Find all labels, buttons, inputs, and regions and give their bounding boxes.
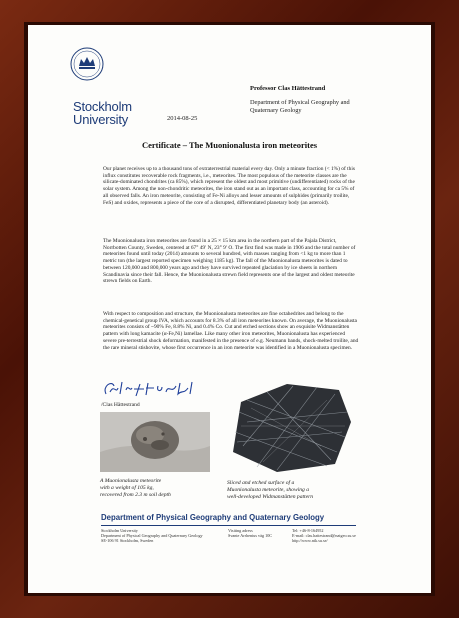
- footer-postal-address: [101, 528, 221, 544]
- footer-email: E-mail: clas.hattestrand@natgeo.su.se: [292, 533, 356, 539]
- university-crown-logo-icon: [67, 44, 107, 84]
- body-paragraph-3: With respect to composition and structure, the Muonionalusta meteorites are fine octahedrites and belong to the chemical-genetical group IVA, which accounts for 8.3% of all iron meteorites known. On average, the Muonionalusta meteorites consists of ~90% Fe, 8.8% Ni, and 0.4% Co. Cut and etched sections show an exquisite Widmanstätten pattern with long kamacite (α-Fe,Ni) lamellae. Like many other iron meteorites, Muonionalusta has experienced severe pre-terrestrial shock deformation, manifested in the presence of e.g. Neumann bands, shock-melted troilite, and the rare mineral stishovite, whose first occurrence in an iron meteorite was identified in a Muonionalusta specimen.: [103, 311, 359, 351]
- footer-line: Stockholm University: [101, 528, 138, 533]
- footer-website: http://www.nik.su.se/: [292, 538, 328, 544]
- caption-line: Sliced and etched surface of a: [227, 480, 295, 486]
- university-name: [73, 100, 193, 126]
- department-line: Quaternary Geology: [250, 107, 302, 114]
- footer-line: Department of Physical Geography and Quaternary Geology: [101, 533, 203, 539]
- university-name-line1: Stockholm: [73, 99, 132, 114]
- etched-meteorite-photo: [227, 382, 355, 475]
- certificate-title: Certificate – The Muonionalusta iron meteorites: [141, 140, 318, 150]
- professor-name: Professor Clas Hättestrand: [250, 85, 326, 92]
- body-paragraph-1: Our planet receives up to a thousand tons of extraterrestrial material every day. Only a minute fraction (< 1%) of this influx constitutes recoverable rock fragments, i.e., meteorites. The most populous of the meteorite classes are the silicate-dominated chondrites (ca 85%), which represent the oldest and most primitive (undifferentiated) rocks of the solar system. Among the non-chondritic meteorites, the iron stand out as an important class, accounting for ca 5% of all observed falls. An iron meteorite, consisting of Fe-Ni alloys and lesser amounts of sulphides (primarily troilite, FeS) and oxides, represents a piece of the core of a disrupted, differentiated planetary body (an asteroid).: [103, 166, 355, 206]
- caption-line: with a weight of 105 kg,: [100, 484, 154, 491]
- department-address: [250, 99, 370, 115]
- footer-contact: [292, 528, 362, 544]
- footer-visiting-address: [228, 528, 288, 538]
- footer-phone: Tel: +46-8-164952: [292, 528, 324, 533]
- caption-line: recovered from 2.3 m soil depth: [100, 491, 171, 498]
- handwritten-signature: [100, 378, 210, 400]
- meteorite-photo: [100, 412, 210, 472]
- right-photo-caption: [227, 480, 357, 500]
- department-line: Department of Physical Geography and: [250, 99, 350, 106]
- footer-line: Visiting adress: [228, 528, 253, 533]
- footer-line: Svante Arrhenius väg 10C: [228, 533, 273, 539]
- caption-line: well-developed Widmanstätten pattern: [227, 493, 314, 500]
- footer-divider: [101, 525, 356, 526]
- footer-line: SE-106 91 Stockholm, Sweden: [101, 538, 154, 544]
- caption-line: Muonionalusta meteorite, showing a: [227, 486, 310, 493]
- caption-line: A Muonionalusta meteorite: [100, 478, 162, 484]
- university-name-line2: University: [73, 112, 129, 127]
- signature-name: /Clas Hättestrand: [101, 402, 140, 408]
- left-photo-caption: [100, 478, 210, 498]
- body-paragraph-2: The Muonionalusta iron meteorites are found in a 25 × 15 km area in the northern part of the Pajala District, Norrbotten County, Sweden, centered at 67° 49′ N, 23° 9′ O. The first find was made in 1906 and the total number of meteorites found until today (2014) amounts to several hundred, with masses ranging from <1 kg to more than 1 metric ton (the largest reported specimen weighing 1185 kg). The fall of the Muonionalusta meteorites is dated to between 120,000 and 800,000 years ago and they have survived repeated glaciation by ice sheets in northern Scandinavia since their fall. Hence, the Muonionalusta strewn field represents one of the largest and oldest meteorite strewn fields on Earth.: [103, 238, 356, 285]
- certificate-date: 2014-08-25: [167, 115, 198, 122]
- footer-department-title: Department of Physical Geography and Quaternary Geology: [101, 513, 325, 522]
